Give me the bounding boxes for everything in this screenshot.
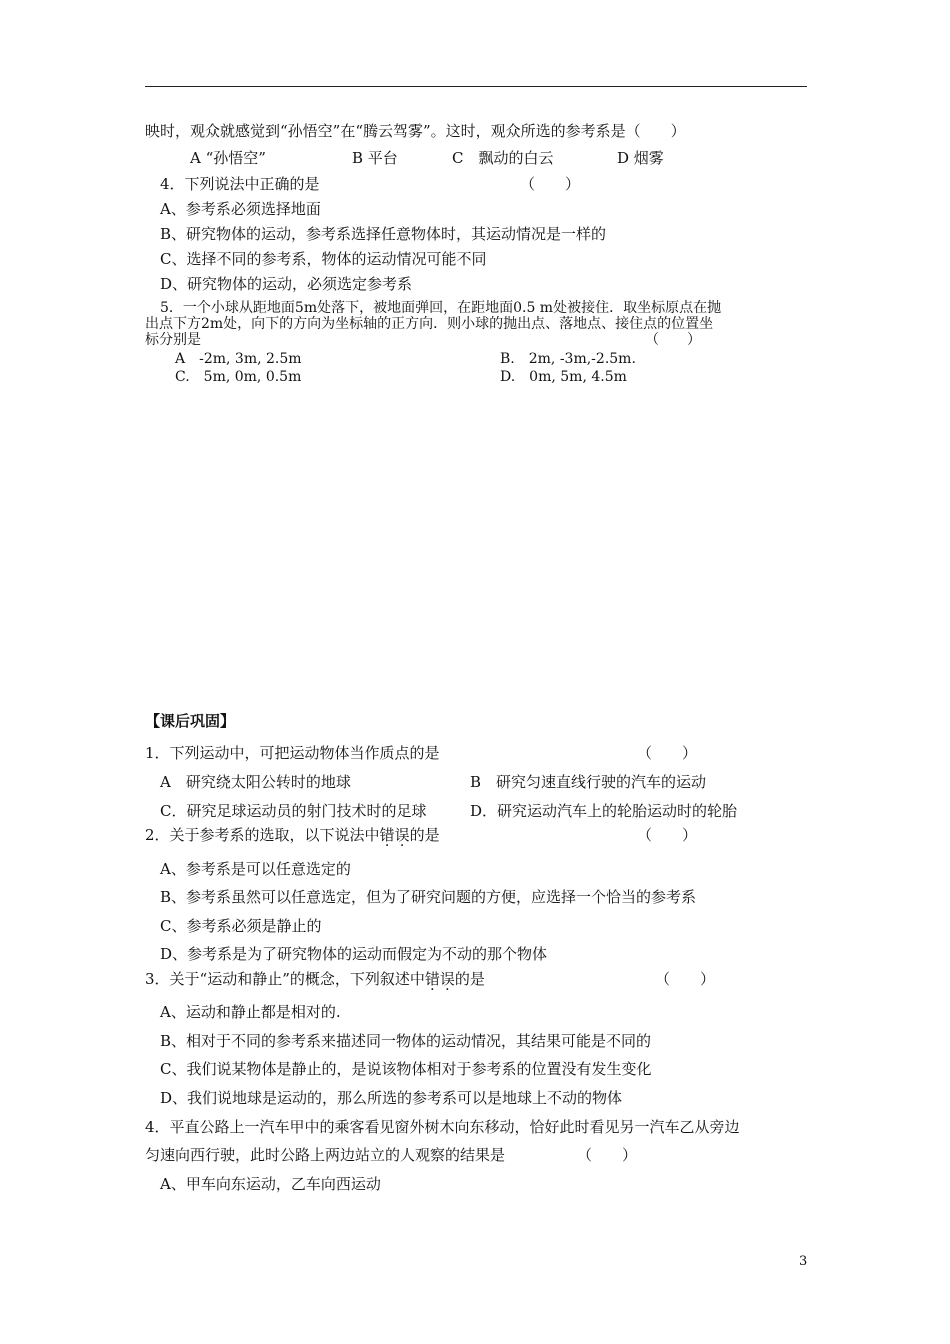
q4-option-b: B、研究物体的运动，参考系选择任意物体时，其运动情况是一样的	[160, 225, 607, 243]
q5-option-b: B. 2m, -3m,-2.5m.	[500, 351, 636, 367]
post-q2-option-c: C、参考系必须是静止的	[160, 917, 322, 935]
q5-option-a: A -2m, 3m, 2.5m	[175, 351, 302, 367]
q3-stem-tail: 映时，观众就感觉到“孙悟空”在“腾云驾雾”。这时，观众所选的参考系是（ ）	[145, 122, 686, 140]
q4-paren: （ ）	[520, 175, 581, 193]
q3-option-d: D 烟雾	[617, 149, 664, 167]
post-q3-stem-post: 的是	[454, 970, 485, 988]
post-q2-paren: （ ）	[637, 826, 698, 844]
post-q1-paren: （ ）	[637, 744, 698, 762]
post-q3-emphasis-1: 错	[424, 970, 440, 988]
post-q3-option-b: B、相对于不同的参考系来描述同一物体的运动情况，其结果可能是不同的	[160, 1032, 652, 1050]
section-title: 【课后巩固】	[145, 712, 236, 730]
post-q1-option-c: C．研究足球运动员的射门技术时的足球	[160, 802, 427, 820]
page-number: 3	[799, 1254, 808, 1269]
post-q3-stem-pre: 3．关于“运动和静止”的概念，下列叙述中	[145, 970, 425, 988]
header-rule	[145, 86, 807, 87]
post-q3-option-c: C、我们说某物体是静止的，是说该物体相对于参考系的位置没有发生变化	[160, 1060, 652, 1078]
post-q2-stem-post: 的是	[409, 826, 440, 844]
q5-stem-line-2: 出点下方2m处，向下的方向为坐标轴的正方向．则小球的抛出点、落地点、接住点的位置坐	[145, 316, 714, 332]
post-q3-paren: （ ）	[655, 970, 716, 988]
post-q1-option-a: A 研究绕太阳公转时的地球	[160, 773, 351, 791]
q5-paren: （ ）	[645, 332, 701, 348]
post-q2-emphasis-1: 错	[379, 826, 395, 844]
q4-option-c: C、选择不同的参考系，物体的运动情况可能不同	[160, 250, 487, 268]
post-q2-option-a: A、参考系是可以任意选定的	[160, 860, 351, 878]
q5-option-d: D. 0m, 5m, 4.5m	[500, 369, 627, 385]
post-q1-stem: 1．下列运动中，可把运动物体当作质点的是	[145, 744, 440, 762]
post-q2-option-b: B、参考系虽然可以任意选定，但为了研究问题的方便，应选择一个恰当的参考系	[160, 888, 697, 906]
q4-option-a: A、参考系必须选择地面	[160, 200, 321, 218]
q4-option-d: D、研究物体的运动，必须选定参考系	[160, 275, 413, 293]
post-q2-emphasis-2: 误	[394, 826, 410, 844]
post-q4-stem-line-2: 匀速向西行驶，此时公路上两边站立的人观察的结果是	[145, 1146, 506, 1164]
q5-option-c: C. 5m, 0m, 0.5m	[175, 369, 302, 385]
q3-option-b: B 平台	[352, 149, 398, 167]
post-q4-stem-line-1: 4．平直公路上一汽车甲中的乘客看见窗外树木向东移动，恰好此时看见另一汽车乙从旁边	[145, 1118, 740, 1136]
q3-option-c: C 飘动的白云	[452, 149, 554, 167]
post-q3-stem	[145, 970, 485, 988]
post-q3-option-d: D、我们说地球是运动的，那么所选的参考系可以是地球上不动的物体	[160, 1089, 623, 1107]
post-q4-option-a: A、甲车向东运动，乙车向西运动	[160, 1175, 381, 1193]
post-q2-stem	[145, 826, 440, 844]
q5-stem-line-3: 标分别是	[145, 332, 201, 348]
post-q4-paren: （ ）	[577, 1146, 638, 1164]
post-q2-stem-pre: 2．关于参考系的选取，以下说法中	[145, 826, 380, 844]
post-q1-option-d: D．研究运动汽车上的轮胎运动时的轮胎	[470, 802, 738, 820]
q3-option-a: A “孙悟空”	[190, 149, 266, 167]
post-q2-option-d: D、参考系是为了研究物体的运动而假定为不动的那个物体	[160, 945, 548, 963]
post-q1-option-b: B 研究匀速直线行驶的汽车的运动	[470, 773, 707, 791]
q4-stem: 4．下列说法中正确的是	[160, 175, 320, 193]
q5-stem-line-1: 5．一个小球从距地面5m处落下，被地面弹回，在距地面0.5 m处被接住．取坐标原点在抛	[160, 300, 722, 316]
post-q3-emphasis-2: 误	[439, 970, 455, 988]
post-q3-option-a: A、运动和静止都是相对的.	[160, 1003, 341, 1021]
